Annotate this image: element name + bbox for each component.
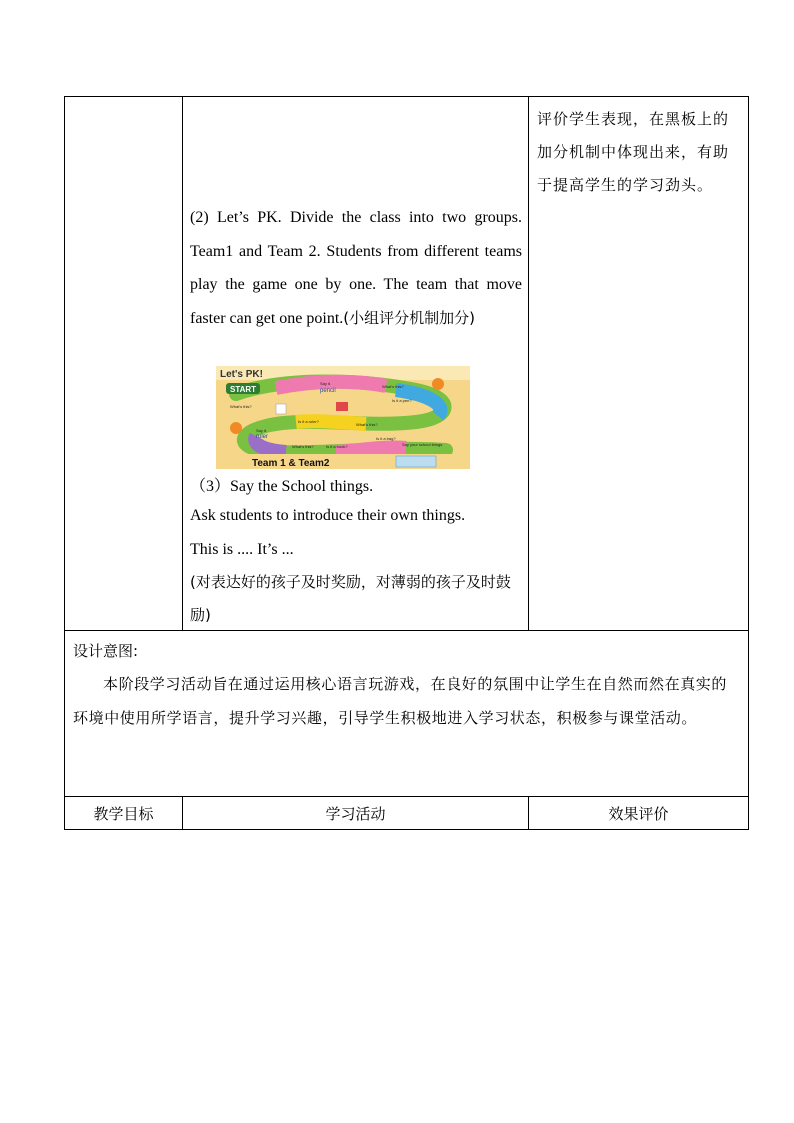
- design-cell: [65, 631, 749, 797]
- board-game-image: [216, 366, 470, 469]
- board-label: Say it.: [320, 381, 332, 386]
- board-label: What's this?: [230, 404, 252, 409]
- step3-description: Ask students to introduce their own things.: [190, 507, 466, 524]
- goal-cell: [65, 97, 183, 631]
- header-activity: 学习活动: [183, 797, 529, 830]
- design-title: 设计意图:: [73, 642, 139, 660]
- design-row: [65, 631, 749, 797]
- board-label: Say it.: [256, 428, 268, 433]
- board-label: Is it a book?: [326, 444, 348, 449]
- board-label: ruler: [256, 434, 269, 440]
- activity-row: [65, 97, 749, 631]
- board-label: pencil: [320, 388, 336, 394]
- evaluation-text: 评价学生表现，在黑板上的加分机制中体现出来，有助于提高学生的学习劲头。: [537, 110, 730, 194]
- image-title: Let's PK!: [220, 369, 263, 380]
- board-label: Is it a bag?: [376, 436, 396, 441]
- activity-cell: [183, 97, 529, 631]
- step3-note: (对表达好的孩子及时奖励，对薄弱的孩子及时鼓励): [190, 573, 511, 624]
- header-row: [65, 797, 749, 830]
- team-label: Team 1 & Team2: [252, 458, 330, 469]
- header-goal: 教学目标: [65, 797, 183, 830]
- header-evaluation: 效果评价: [529, 797, 749, 830]
- board-label: What's this?: [356, 422, 378, 427]
- step3-title: （3）Say the School things.: [190, 478, 374, 495]
- board-label: Is it a pen?: [392, 398, 412, 403]
- lesson-plan-table: [64, 96, 749, 830]
- pk-paragraph: (2) Let’s PK. Divide the class into two groups. Team1 and Team 2. Students from different teams play the game one by one. The team that move faster can get one point.(小组评分机制加分): [190, 209, 522, 327]
- board-label: Is it a ruler?: [298, 419, 319, 424]
- design-body: 本阶段学习活动旨在通过运用核心语言玩游戏，在良好的氛围中让学生在自然而然在真实的环境中使用所学语言，提升学习兴趣，引导学生积极地进入学习状态，积极参与课堂活动。: [73, 675, 728, 727]
- start-label: START: [230, 385, 257, 394]
- board-label: What's this?: [382, 384, 404, 389]
- evaluation-cell: [529, 97, 749, 631]
- step3-example: This is .... It’s ...: [190, 541, 294, 558]
- board-label: Say your school things: [402, 442, 443, 447]
- board-label: What's this?: [292, 444, 314, 449]
